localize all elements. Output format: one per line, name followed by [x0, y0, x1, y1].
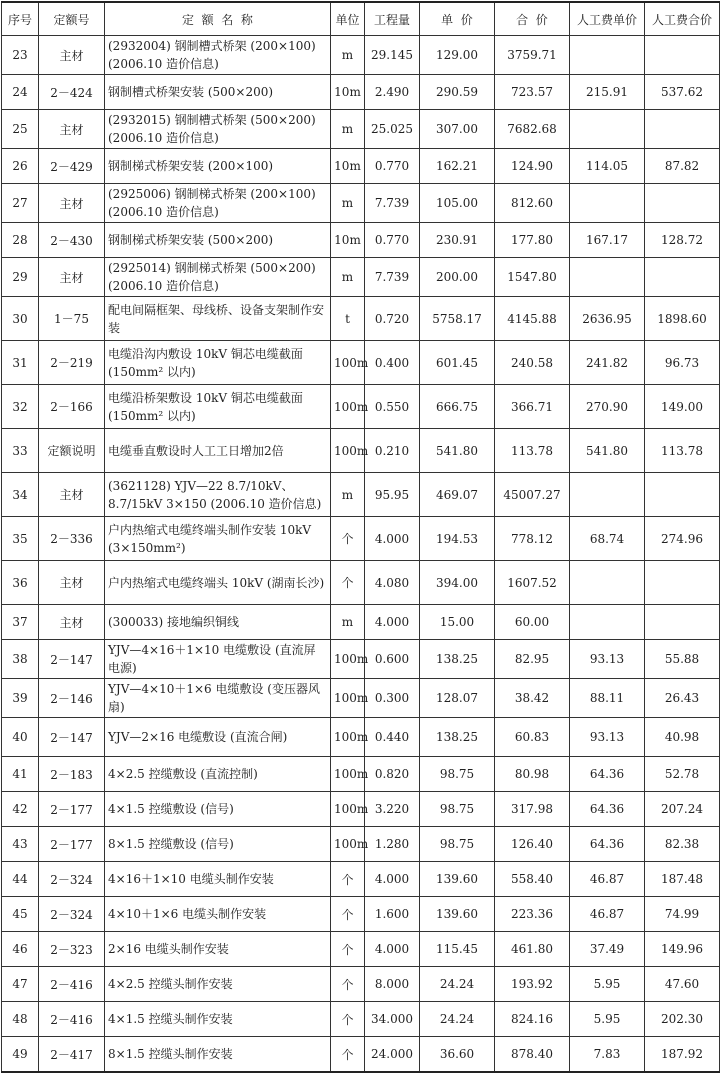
row-unit: 10m: [331, 75, 365, 110]
row-qty: 1.280: [365, 827, 420, 862]
row-seq: 26: [2, 149, 39, 184]
row-unit: 100m: [331, 757, 365, 792]
row-name: 4×2.5 控缆敷设 (直流控制): [105, 757, 331, 792]
row-name: 电缆垂直敷设时人工工日增加2倍: [105, 429, 331, 473]
row-seq: 44: [2, 862, 39, 897]
row-name: YJV—4×10＋1×6 电缆敷设 (变压器风扇): [105, 679, 331, 718]
row-price: 162.21: [420, 149, 495, 184]
table-row: [2, 149, 720, 184]
row-qty: 1.600: [365, 897, 420, 932]
row-code: 1－75: [39, 297, 105, 341]
row-name: (3621128) YJV—22 8.7/10kV、8.7/15kV 3×150 (2006.10 造价信息): [105, 473, 331, 517]
row-unit: 个: [331, 1002, 365, 1037]
row-unit: m: [331, 258, 365, 297]
row-qty: 8.000: [365, 967, 420, 1002]
table-row: [2, 1002, 720, 1037]
table-row: [2, 75, 720, 110]
row-qty: 0.820: [365, 757, 420, 792]
row-labor-total: [645, 184, 720, 223]
row-qty: 4.000: [365, 605, 420, 640]
table-row: [2, 517, 720, 561]
row-labor-total: 82.38: [645, 827, 720, 862]
row-total: 558.40: [495, 862, 570, 897]
row-total: 38.42: [495, 679, 570, 718]
row-code: 2－429: [39, 149, 105, 184]
row-name: (2932015) 钢制槽式桥架 (500×200) (2006.10 造价信息): [105, 110, 331, 149]
table-row: [2, 184, 720, 223]
row-seq: 28: [2, 223, 39, 258]
row-labor-total: 52.78: [645, 757, 720, 792]
row-qty: 0.770: [365, 223, 420, 258]
row-labor-total: 274.96: [645, 517, 720, 561]
row-total: 60.83: [495, 718, 570, 757]
table-row: [2, 473, 720, 517]
row-labor-unit: [570, 473, 645, 517]
row-labor-total: 96.73: [645, 341, 720, 385]
table-row: [2, 932, 720, 967]
row-labor-total: 26.43: [645, 679, 720, 718]
header-seq: 序号: [2, 2, 39, 36]
row-unit: 个: [331, 967, 365, 1002]
row-price: 15.00: [420, 605, 495, 640]
row-qty: 0.300: [365, 679, 420, 718]
row-name: 配电间隔框架、母线桥、设备支架制作安装: [105, 297, 331, 341]
row-code: 2－183: [39, 757, 105, 792]
row-code: 定额说明: [39, 429, 105, 473]
row-qty: 0.400: [365, 341, 420, 385]
row-labor-unit: 68.74: [570, 517, 645, 561]
row-qty: 0.600: [365, 640, 420, 679]
row-labor-total: 187.48: [645, 862, 720, 897]
row-unit: m: [331, 473, 365, 517]
row-labor-unit: 215.91: [570, 75, 645, 110]
row-name: (2925006) 钢制梯式桥架 (200×100) (2006.10 造价信息): [105, 184, 331, 223]
row-seq: 24: [2, 75, 39, 110]
row-labor-total: 202.30: [645, 1002, 720, 1037]
row-total: 878.40: [495, 1037, 570, 1073]
row-labor-total: 87.82: [645, 149, 720, 184]
row-labor-total: 128.72: [645, 223, 720, 258]
table-row: [2, 223, 720, 258]
row-qty: 0.550: [365, 385, 420, 429]
row-qty: 0.210: [365, 429, 420, 473]
row-labor-unit: 46.87: [570, 862, 645, 897]
quota-table: [1, 1, 720, 1073]
row-total: 177.80: [495, 223, 570, 258]
row-seq: 27: [2, 184, 39, 223]
row-labor-unit: 93.13: [570, 718, 645, 757]
row-unit: t: [331, 297, 365, 341]
row-qty: 34.000: [365, 1002, 420, 1037]
row-code: 主材: [39, 184, 105, 223]
row-labor-total: [645, 473, 720, 517]
table-row: [2, 792, 720, 827]
row-name: 钢制槽式桥架安装 (500×200): [105, 75, 331, 110]
row-seq: 39: [2, 679, 39, 718]
row-labor-unit: 2636.95: [570, 297, 645, 341]
row-name: 户内热缩式电缆终端头 10kV (湖南长沙): [105, 561, 331, 605]
row-seq: 23: [2, 36, 39, 75]
row-code: 主材: [39, 110, 105, 149]
row-total: 1607.52: [495, 561, 570, 605]
row-code: 2－177: [39, 792, 105, 827]
row-total: 812.60: [495, 184, 570, 223]
row-total: 366.71: [495, 385, 570, 429]
row-total: 223.36: [495, 897, 570, 932]
row-unit: 100m: [331, 385, 365, 429]
row-unit: 个: [331, 862, 365, 897]
row-price: 36.60: [420, 1037, 495, 1073]
row-name: 钢制梯式桥架安装 (500×200): [105, 223, 331, 258]
row-labor-total: 40.98: [645, 718, 720, 757]
row-code: 2－324: [39, 862, 105, 897]
row-qty: 95.95: [365, 473, 420, 517]
row-total: 126.40: [495, 827, 570, 862]
header-name: 定 额 名 称: [105, 2, 331, 36]
row-labor-unit: [570, 561, 645, 605]
table-row: [2, 36, 720, 75]
row-seq: 41: [2, 757, 39, 792]
row-price: 200.00: [420, 258, 495, 297]
row-labor-total: 1898.60: [645, 297, 720, 341]
row-labor-unit: 167.17: [570, 223, 645, 258]
table-row: [2, 429, 720, 473]
row-labor-unit: 64.36: [570, 827, 645, 862]
row-name: 4×2.5 控缆头制作安装: [105, 967, 331, 1002]
row-unit: 10m: [331, 149, 365, 184]
table-row: [2, 757, 720, 792]
header-price: 单 价: [420, 2, 495, 36]
row-unit: 100m: [331, 429, 365, 473]
header-unit: 单位: [331, 2, 365, 36]
row-code: 主材: [39, 605, 105, 640]
row-labor-unit: 7.83: [570, 1037, 645, 1073]
row-name: YJV—4×16＋1×10 电缆敷设 (直流屏电源): [105, 640, 331, 679]
row-labor-unit: 114.05: [570, 149, 645, 184]
header-labor-total: 人工费合价: [645, 2, 720, 36]
row-qty: 0.770: [365, 149, 420, 184]
row-unit: 个: [331, 1037, 365, 1073]
row-code: 2－219: [39, 341, 105, 385]
row-total: 124.90: [495, 149, 570, 184]
row-labor-unit: [570, 258, 645, 297]
row-price: 24.24: [420, 1002, 495, 1037]
row-seq: 34: [2, 473, 39, 517]
row-labor-unit: 64.36: [570, 792, 645, 827]
row-qty: 4.000: [365, 932, 420, 967]
row-qty: 4.000: [365, 862, 420, 897]
row-price: 194.53: [420, 517, 495, 561]
table-body: [2, 36, 720, 1073]
row-total: 82.95: [495, 640, 570, 679]
row-seq: 36: [2, 561, 39, 605]
table-header-row: [2, 2, 720, 36]
row-unit: 个: [331, 561, 365, 605]
row-labor-total: 187.92: [645, 1037, 720, 1073]
row-labor-total: [645, 258, 720, 297]
row-total: 7682.68: [495, 110, 570, 149]
row-unit: 个: [331, 517, 365, 561]
row-name: YJV—2×16 电缆敷设 (直流合闸): [105, 718, 331, 757]
row-labor-unit: 241.82: [570, 341, 645, 385]
row-qty: 2.490: [365, 75, 420, 110]
row-labor-unit: [570, 36, 645, 75]
row-total: 193.92: [495, 967, 570, 1002]
row-code: 2－324: [39, 897, 105, 932]
row-qty: 0.440: [365, 718, 420, 757]
row-labor-unit: 5.95: [570, 1002, 645, 1037]
row-name: 4×1.5 控缆敷设 (信号): [105, 792, 331, 827]
header-code: 定额号: [39, 2, 105, 36]
table-row: [2, 110, 720, 149]
row-qty: 0.720: [365, 297, 420, 341]
row-seq: 49: [2, 1037, 39, 1073]
row-labor-total: 55.88: [645, 640, 720, 679]
row-unit: 100m: [331, 640, 365, 679]
row-labor-total: [645, 36, 720, 75]
row-unit: 100m: [331, 718, 365, 757]
row-name: 电缆沿沟内敷设 10kV 铜芯电缆截面 (150mm² 以内): [105, 341, 331, 385]
row-seq: 29: [2, 258, 39, 297]
table-row: [2, 385, 720, 429]
row-seq: 48: [2, 1002, 39, 1037]
row-price: 115.45: [420, 932, 495, 967]
row-labor-total: 113.78: [645, 429, 720, 473]
row-unit: m: [331, 36, 365, 75]
row-labor-unit: 541.80: [570, 429, 645, 473]
row-code: 主材: [39, 258, 105, 297]
row-seq: 37: [2, 605, 39, 640]
row-labor-total: 74.99: [645, 897, 720, 932]
row-code: 2－416: [39, 967, 105, 1002]
table-row: [2, 1037, 720, 1073]
row-labor-total: [645, 605, 720, 640]
row-code: 2－166: [39, 385, 105, 429]
row-name: 4×16＋1×10 电缆头制作安装: [105, 862, 331, 897]
row-total: 240.58: [495, 341, 570, 385]
row-seq: 40: [2, 718, 39, 757]
row-labor-total: 149.00: [645, 385, 720, 429]
row-price: 138.25: [420, 718, 495, 757]
row-labor-total: [645, 561, 720, 605]
row-unit: 个: [331, 932, 365, 967]
row-labor-unit: 46.87: [570, 897, 645, 932]
row-qty: 7.739: [365, 184, 420, 223]
row-qty: 7.739: [365, 258, 420, 297]
row-seq: 25: [2, 110, 39, 149]
row-name: 2×16 电缆头制作安装: [105, 932, 331, 967]
table-row: [2, 827, 720, 862]
row-code: 2－430: [39, 223, 105, 258]
row-labor-unit: [570, 110, 645, 149]
header-qty: 工程量: [365, 2, 420, 36]
row-total: 60.00: [495, 605, 570, 640]
row-total: 723.57: [495, 75, 570, 110]
row-total: 80.98: [495, 757, 570, 792]
row-code: 2－147: [39, 718, 105, 757]
row-seq: 43: [2, 827, 39, 862]
table-row: [2, 258, 720, 297]
row-seq: 42: [2, 792, 39, 827]
row-total: 1547.80: [495, 258, 570, 297]
row-total: 4145.88: [495, 297, 570, 341]
row-code: 2－147: [39, 640, 105, 679]
row-total: 461.80: [495, 932, 570, 967]
row-seq: 46: [2, 932, 39, 967]
table-row: [2, 967, 720, 1002]
row-labor-total: 47.60: [645, 967, 720, 1002]
row-total: 824.16: [495, 1002, 570, 1037]
row-unit: m: [331, 110, 365, 149]
row-name: 8×1.5 控缆敷设 (信号): [105, 827, 331, 862]
row-code: 2－177: [39, 827, 105, 862]
row-labor-unit: 93.13: [570, 640, 645, 679]
table-row: [2, 862, 720, 897]
header-labor-unit: 人工费单价: [570, 2, 645, 36]
row-code: 2－416: [39, 1002, 105, 1037]
row-name: 8×1.5 控缆头制作安装: [105, 1037, 331, 1073]
row-seq: 45: [2, 897, 39, 932]
row-price: 98.75: [420, 757, 495, 792]
row-price: 541.80: [420, 429, 495, 473]
row-code: 2－417: [39, 1037, 105, 1073]
row-unit: 100m: [331, 792, 365, 827]
row-name: 户内热缩式电缆终端头制作安装 10kV (3×150mm²): [105, 517, 331, 561]
row-unit: 100m: [331, 341, 365, 385]
table-row: [2, 679, 720, 718]
row-total: 778.12: [495, 517, 570, 561]
row-labor-total: 537.62: [645, 75, 720, 110]
row-price: 98.75: [420, 827, 495, 862]
row-unit: 100m: [331, 679, 365, 718]
table-row: [2, 718, 720, 757]
row-labor-total: 149.96: [645, 932, 720, 967]
row-labor-unit: 5.95: [570, 967, 645, 1002]
row-total: 317.98: [495, 792, 570, 827]
row-total: 113.78: [495, 429, 570, 473]
row-labor-unit: 88.11: [570, 679, 645, 718]
row-price: 138.25: [420, 640, 495, 679]
row-seq: 31: [2, 341, 39, 385]
row-labor-total: [645, 110, 720, 149]
row-price: 129.00: [420, 36, 495, 75]
table-row: [2, 561, 720, 605]
row-price: 139.60: [420, 862, 495, 897]
row-price: 290.59: [420, 75, 495, 110]
table-row: [2, 341, 720, 385]
row-code: 2－336: [39, 517, 105, 561]
row-code: 主材: [39, 36, 105, 75]
row-seq: 30: [2, 297, 39, 341]
row-labor-total: 207.24: [645, 792, 720, 827]
row-price: 666.75: [420, 385, 495, 429]
row-seq: 35: [2, 517, 39, 561]
row-name: 4×10＋1×6 电缆头制作安装: [105, 897, 331, 932]
row-price: 139.60: [420, 897, 495, 932]
row-unit: m: [331, 605, 365, 640]
row-price: 128.07: [420, 679, 495, 718]
row-name: 电缆沿桥架敷设 10kV 铜芯电缆截面 (150mm² 以内): [105, 385, 331, 429]
row-qty: 4.080: [365, 561, 420, 605]
header-total: 合 价: [495, 2, 570, 36]
row-seq: 32: [2, 385, 39, 429]
row-seq: 33: [2, 429, 39, 473]
row-seq: 38: [2, 640, 39, 679]
row-price: 307.00: [420, 110, 495, 149]
row-unit: m: [331, 184, 365, 223]
row-unit: 10m: [331, 223, 365, 258]
row-code: 主材: [39, 561, 105, 605]
row-total: 3759.71: [495, 36, 570, 75]
row-price: 105.00: [420, 184, 495, 223]
row-code: 2－323: [39, 932, 105, 967]
row-price: 24.24: [420, 967, 495, 1002]
row-code: 2－146: [39, 679, 105, 718]
row-price: 469.07: [420, 473, 495, 517]
row-price: 394.00: [420, 561, 495, 605]
row-unit: 100m: [331, 827, 365, 862]
row-labor-unit: [570, 184, 645, 223]
row-labor-unit: 270.90: [570, 385, 645, 429]
row-name: 4×1.5 控缆头制作安装: [105, 1002, 331, 1037]
row-name: 钢制梯式桥架安装 (200×100): [105, 149, 331, 184]
row-name: (2932004) 钢制槽式桥架 (200×100) (2006.10 造价信息): [105, 36, 331, 75]
row-seq: 47: [2, 967, 39, 1002]
row-unit: 个: [331, 897, 365, 932]
table-row: [2, 640, 720, 679]
row-name: (300033) 接地编织铜线: [105, 605, 331, 640]
table-row: [2, 897, 720, 932]
row-price: 98.75: [420, 792, 495, 827]
row-qty: 4.000: [365, 517, 420, 561]
row-labor-unit: 64.36: [570, 757, 645, 792]
row-code: 2－424: [39, 75, 105, 110]
row-price: 601.45: [420, 341, 495, 385]
table-row: [2, 605, 720, 640]
row-code: 主材: [39, 473, 105, 517]
row-total: 45007.27: [495, 473, 570, 517]
row-qty: 24.000: [365, 1037, 420, 1073]
row-name: (2925014) 钢制梯式桥架 (500×200) (2006.10 造价信息): [105, 258, 331, 297]
row-price: 230.91: [420, 223, 495, 258]
row-price: 5758.17: [420, 297, 495, 341]
row-labor-unit: [570, 605, 645, 640]
table-row: [2, 297, 720, 341]
row-qty: 29.145: [365, 36, 420, 75]
row-qty: 25.025: [365, 110, 420, 149]
row-labor-unit: 37.49: [570, 932, 645, 967]
row-qty: 3.220: [365, 792, 420, 827]
